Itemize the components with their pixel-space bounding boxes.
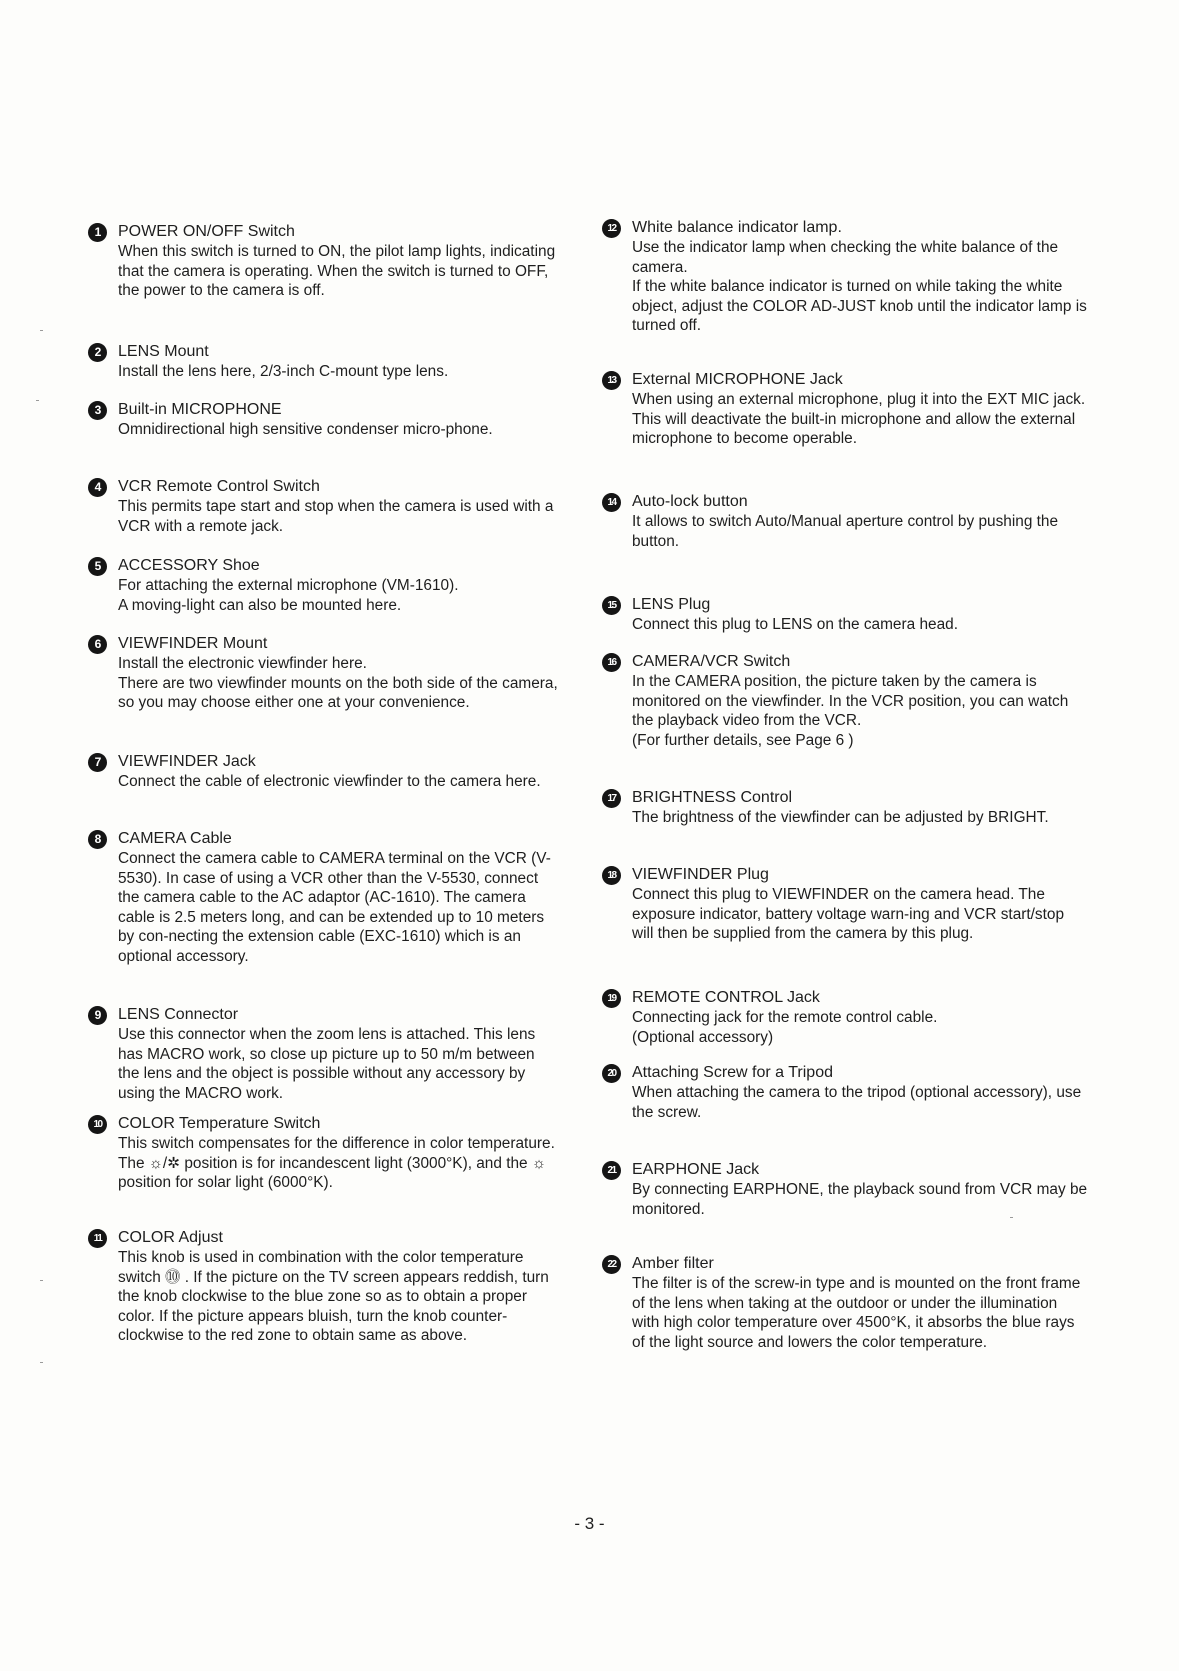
item-description: Install the lens here, 2/3-inch C-mount type lens. (118, 363, 449, 380)
scan-speck (36, 400, 39, 401)
item-title: COLOR Temperature Switch (118, 1115, 321, 1132)
item-tripod-screw (602, 1063, 1088, 1122)
item-color-adjust (88, 1228, 560, 1346)
item-number-badge: 6 (88, 635, 107, 654)
item-vcr-remote-switch (88, 477, 560, 536)
item-title: LENS Connector (118, 1006, 239, 1023)
item-accessory-shoe (88, 556, 560, 615)
item-number-badge: 11 (88, 1229, 107, 1248)
item-description: (Optional accessory) (632, 1028, 774, 1046)
item-description: This will deactivate the built-in microphone and allow the external microphone to become operable. (632, 410, 1076, 448)
item-number-badge: 1 (88, 223, 107, 242)
item-description: The filter is of the screw-in type and is mounted on the front frame of the lens when taking at the outdoor or under the illumination with high color temperature over 4500°K, it absorbs the blue rays of the light source and lowers the color temperature. (632, 1275, 1081, 1351)
item-lens-plug (602, 595, 1088, 635)
item-description: A moving-light can also be mounted here. (118, 596, 402, 614)
item-earphone-jack (602, 1160, 1088, 1219)
item-title: VCR Remote Control Switch (118, 478, 320, 495)
item-title: Amber filter (632, 1255, 714, 1272)
item-number-badge: 21 (602, 1161, 621, 1180)
item-description: Install the electronic viewfinder here. (118, 655, 367, 672)
item-lens-connector (88, 1005, 560, 1103)
item-description: This permits tape start and stop when the camera is used with a VCR with a remote jack. (118, 498, 554, 535)
item-title: CAMERA/VCR Switch (632, 653, 791, 670)
item-title: ACCESSORY Shoe (118, 557, 260, 574)
item-number-badge: 3 (88, 401, 107, 420)
item-description: When attaching the camera to the tripod (optional accessory), use the screw. (632, 1084, 1082, 1121)
item-number-badge: 15 (602, 596, 621, 615)
item-number-badge: 16 (602, 653, 621, 672)
item-number-badge: 2 (88, 343, 107, 362)
item-description: The brightness of the viewfinder can be adjusted by BRIGHT. (632, 809, 1049, 826)
scan-speck (40, 1362, 43, 1363)
scan-speck (1010, 1217, 1013, 1218)
item-description: Use the indicator lamp when checking the white balance of the camera. (632, 239, 1059, 276)
item-viewfinder-mount (88, 634, 560, 713)
item-description: If the white balance indicator is turned on while taking the white object, adjust the COLOR AD-JUST knob until the indicator lamp is turned off. (632, 278, 1087, 335)
item-built-in-microphone (88, 400, 560, 440)
item-title: REMOTE CONTROL Jack (632, 989, 820, 1006)
item-color-temperature-switch (88, 1114, 560, 1193)
item-number-badge: 12 (602, 219, 621, 238)
item-brightness-control (602, 788, 1088, 828)
item-title: COLOR Adjust (118, 1229, 223, 1246)
item-title: External MICROPHONE Jack (632, 371, 843, 388)
item-description: Connecting jack for the remote control cable. (632, 1009, 938, 1026)
item-title: VIEWFINDER Jack (118, 753, 256, 770)
scan-speck (40, 330, 43, 331)
item-title: POWER ON/OFF Switch (118, 223, 295, 240)
item-power-switch (88, 222, 560, 301)
item-description: Use this connector when the zoom lens is attached. This lens has MACRO work, so close up picture up to 50 m/m between the lens and the object is possible without any accessory by using the MACRO work. (118, 1026, 536, 1102)
item-description: (For further details, see Page 6 ) (632, 731, 854, 749)
item-title: VIEWFINDER Plug (632, 866, 769, 883)
item-viewfinder-plug (602, 865, 1088, 944)
item-number-badge: 7 (88, 753, 107, 772)
page-number: - 3 - (574, 1514, 605, 1533)
item-viewfinder-jack (88, 752, 560, 792)
item-description: This switch compensates for the difference in color temperature. The ☼/✲ position is for incandescent light (3000°K), and the ☼ position for solar light (6000°K). (118, 1135, 555, 1192)
item-title: EARPHONE Jack (632, 1161, 760, 1178)
item-description: In the CAMERA position, the picture taken by the camera is monitored on the viewfinder. In the VCR position, you can watch the playback video from the VCR. (632, 673, 1069, 730)
item-title: CAMERA Cable (118, 830, 232, 847)
item-number-badge: 14 (602, 493, 621, 512)
item-number-badge: 5 (88, 557, 107, 576)
item-description: This knob is used in combination with the color temperature switch ⓾ . If the picture on the TV screen appears reddish, turn the knob clockwise to the blue zone so as to obtain a proper color. If the picture appears bluish, turn the knob counter-clockwise to the red zone to obtain same as above. (118, 1249, 549, 1345)
item-title: White balance indicator lamp. (632, 219, 842, 236)
item-auto-lock-button (602, 492, 1088, 551)
item-description: It allows to switch Auto/Manual aperture control by pushing the button. (632, 513, 1059, 550)
item-number-badge: 20 (602, 1064, 621, 1083)
item-description: By connecting EARPHONE, the playback sound from VCR may be monitored. (632, 1181, 1088, 1218)
item-lens-mount (88, 342, 560, 382)
item-number-badge: 4 (88, 478, 107, 497)
item-camera-cable (88, 829, 560, 967)
item-description: Connect this plug to VIEWFINDER on the camera head. The exposure indicator, battery voltage warn-ing and VCR start/stop will then be supplied from the camera by this plug. (632, 886, 1065, 943)
item-title: LENS Mount (118, 343, 209, 360)
item-number-badge: 8 (88, 830, 107, 849)
item-number-badge: 18 (602, 866, 621, 885)
item-description: Connect the cable of electronic viewfinder to the camera here. (118, 773, 541, 790)
item-title: Auto-lock button (632, 493, 748, 510)
item-white-balance-lamp (602, 218, 1088, 336)
item-description: There are two viewfinder mounts on the both side of the camera, so you may choose either one at your convenience. (118, 674, 558, 712)
scan-speck (40, 1280, 43, 1281)
item-description: Connect this plug to LENS on the camera head. (632, 616, 958, 633)
item-title: Built-in MICROPHONE (118, 401, 282, 418)
item-title: LENS Plug (632, 596, 711, 613)
item-description: When using an external microphone, plug it into the EXT MIC jack. (632, 391, 1086, 408)
item-number-badge: 9 (88, 1006, 107, 1025)
item-amber-filter (602, 1254, 1088, 1352)
item-number-badge: 22 (602, 1255, 621, 1274)
item-number-badge: 10 (88, 1115, 107, 1134)
item-description: Omnidirectional high sensitive condenser micro-phone. (118, 421, 493, 438)
item-title: Attaching Screw for a Tripod (632, 1064, 833, 1081)
item-number-badge: 19 (602, 989, 621, 1008)
item-description: When this switch is turned to ON, the pilot lamp lights, indicating that the camera is operating. When the switch is turned to OFF, the power to the camera is off. (118, 243, 556, 300)
item-description: For attaching the external microphone (VM-1610). (118, 577, 459, 594)
item-camera-vcr-switch (602, 652, 1088, 750)
item-number-badge: 17 (602, 789, 621, 808)
item-external-mic-jack (602, 370, 1088, 449)
item-title: BRIGHTNESS Control (632, 789, 793, 806)
item-title: VIEWFINDER Mount (118, 635, 268, 652)
item-remote-control-jack (602, 988, 1088, 1047)
item-description: Connect the camera cable to CAMERA terminal on the VCR (V-5530). In case of using a VCR other than the V-5530, connect the camera cable to the AC adaptor (AC-1610). The camera cable is 2.5 meters long, and can be extended up to 10 meters by con-necting the extension cable (EXC-1610) which is an optional accessory. (118, 850, 551, 965)
item-number-badge: 13 (602, 371, 621, 390)
